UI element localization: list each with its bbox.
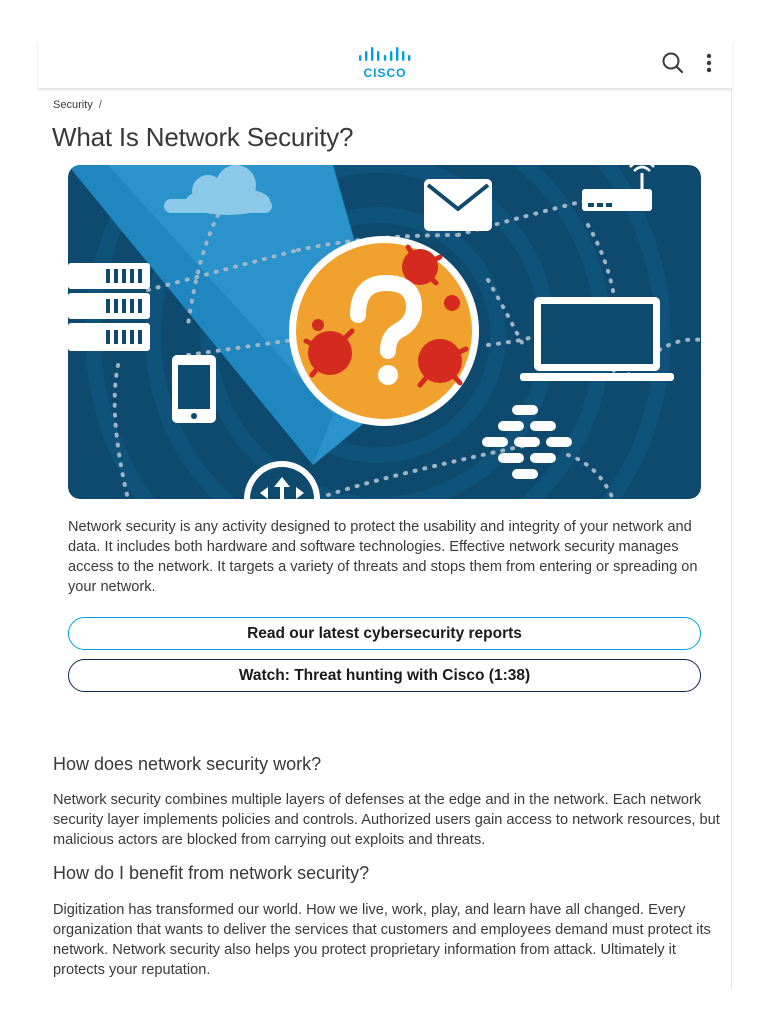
section-heading-benefits: How do I benefit from network security? [53, 863, 370, 883]
breadcrumb [53, 99, 102, 111]
top-navigation-bar [38, 40, 732, 88]
more-menu-button[interactable] [700, 50, 718, 76]
cisco-logo[interactable] [356, 47, 414, 79]
network-security-illustration [68, 165, 701, 499]
kebab-menu-icon [700, 50, 718, 76]
search-icon [660, 50, 686, 76]
intro-paragraph: Network security is any activity designed to protect the usability and integrity of your network and data. It includes both hardware and software technologies. Effective network security manages access to the network. It targets a variety of threats and stops them from entering or spreading on your network. [68, 519, 698, 595]
breadcrumb-separator: / [98, 99, 102, 111]
page-title: What Is Network Security? [52, 122, 354, 152]
section-body-how-it-works: Network security combines multiple layers of defenses at the edge and in the network. Each network security layer implements policies and controls. Authorized users gain access to network resources, but malicious actors are blocked from carrying out exploits and threats. [53, 792, 720, 848]
hero-illustration [68, 165, 701, 499]
search-button[interactable] [660, 50, 686, 76]
cisco-bridge-icon [356, 47, 414, 67]
watch-video-button[interactable]: Watch: Threat hunting with Cisco (1:38) [68, 659, 701, 692]
section-heading-how-it-works: How does network security work? [53, 754, 322, 774]
read-reports-button[interactable]: Read our latest cybersecurity reports [68, 617, 701, 650]
section-body-benefits: Digitization has transformed our world. How we live, work, play, and learn have all changed. Every organization that wants to deliver the services that customers and employees demand must protect its network. Network security also helps you protect proprietary information from attack. Ultimately it protects your reputation. [53, 902, 711, 978]
breadcrumb-item-security[interactable]: Security [53, 99, 93, 111]
logo-wordmark: CISCO [363, 66, 407, 80]
